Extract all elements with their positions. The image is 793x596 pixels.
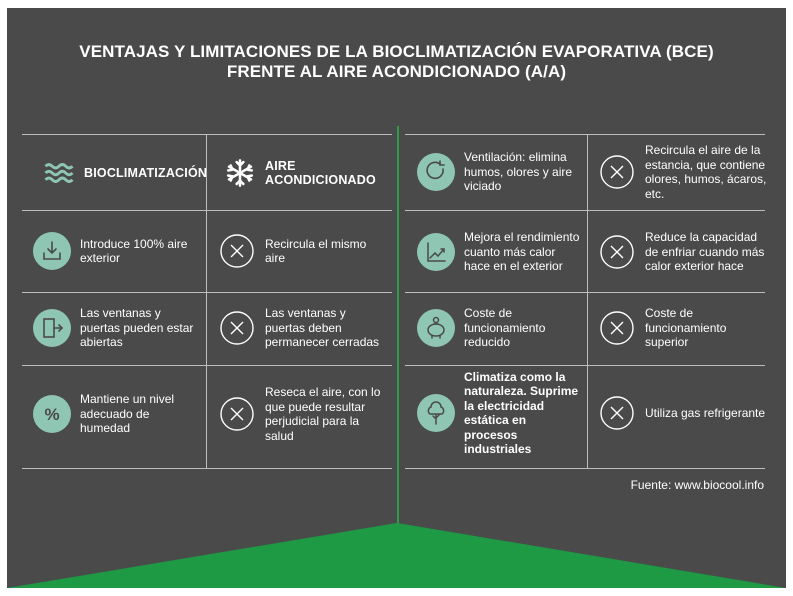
divider <box>22 468 392 469</box>
bce-cell <box>417 218 582 286</box>
aa-text: Coste de funcionamiento superior <box>645 306 727 350</box>
divider <box>405 365 765 366</box>
aa-cell <box>218 378 388 450</box>
bce-cell <box>417 297 582 359</box>
divider <box>405 134 765 135</box>
aa-cell <box>598 372 768 454</box>
bce-cell <box>33 297 201 359</box>
title-line-1: VENTAJAS Y LIMITACIONES DE LA BIOCLIMATIZACIÓN EVAPORATIVA (BCE) <box>79 42 714 61</box>
aa-cell <box>218 297 388 359</box>
bce-cell <box>417 141 582 203</box>
header-aa <box>224 148 389 198</box>
divider <box>405 468 765 469</box>
bce-cell <box>33 220 201 282</box>
header-bce <box>43 148 208 198</box>
divider <box>22 134 392 135</box>
divider <box>22 365 392 366</box>
divider <box>22 210 392 211</box>
bce-text: Climatiza como la naturaleza. Suprime la electricidad estática en procesos industriales <box>464 369 579 456</box>
bce-text: Las ventanas y puertas pueden estar abiertas <box>80 306 194 350</box>
piggy-bank-icon <box>417 309 455 347</box>
inbox-download-icon <box>33 232 71 270</box>
growth-chart-icon <box>417 233 455 271</box>
bce-text: Mantiene un nivel adecuado de humedad <box>80 392 175 436</box>
aa-text: Reduce la capacidad de enfriar cuando más calor exterior hace <box>645 230 765 274</box>
x-circle-icon <box>598 233 636 271</box>
infographic-panel <box>7 8 786 588</box>
waves-icon <box>43 157 75 189</box>
aa-text: Las ventanas y puertas deben permanecer cerradas <box>265 306 380 350</box>
bce-text: Mejora el rendimiento cuanto más calor hace en el exterior <box>464 230 580 274</box>
aa-text: Recircula el mismo aire <box>265 236 367 265</box>
x-circle-icon <box>598 153 636 191</box>
divider <box>22 292 392 293</box>
x-circle-icon <box>218 395 256 433</box>
source-note: Fuente: www.biocool.info <box>630 478 764 492</box>
x-circle-icon <box>218 232 256 270</box>
header-aa-line-1: AIRE <box>265 158 296 173</box>
aa-cell <box>598 218 768 286</box>
divider <box>405 292 765 293</box>
aa-text: Reseca el aire, con lo que puede resultar perjudicial para la salud <box>265 385 381 443</box>
bce-text: Ventilación: elimina humos, olores y aire viciado <box>464 150 573 194</box>
aa-text: Utiliza gas refrigerante <box>645 405 766 420</box>
bce-cell <box>417 369 582 456</box>
door-exit-icon <box>33 309 71 347</box>
title-line-2: FRENTE AL AIRE ACONDICIONADO (A/A) <box>226 62 567 81</box>
aa-text: Recircula el aire de la estancia, que contiene olores, humos, ácaros, etc. <box>645 143 767 201</box>
svg-text:%: % <box>44 405 60 424</box>
aa-cell <box>598 141 768 203</box>
divider <box>405 210 765 211</box>
percent-icon <box>33 395 71 433</box>
header-aa-line-2: ACONDICIONADO <box>265 173 376 187</box>
snowflake-icon <box>224 157 256 189</box>
aa-cell <box>218 220 388 282</box>
refresh-icon <box>417 153 455 191</box>
x-circle-icon <box>598 309 636 347</box>
header-bce-label: BIOCLIMATIZACIÓN <box>84 165 208 180</box>
bce-text: Introduce 100% aire exterior <box>80 236 188 265</box>
x-circle-icon <box>218 309 256 347</box>
bce-text: Coste de funcionamiento reducido <box>464 306 546 350</box>
x-circle-icon <box>598 394 636 432</box>
tree-icon <box>417 394 455 432</box>
column-divider <box>206 134 207 468</box>
column-divider <box>587 134 588 468</box>
aa-cell <box>598 297 768 359</box>
bce-cell <box>33 378 201 450</box>
